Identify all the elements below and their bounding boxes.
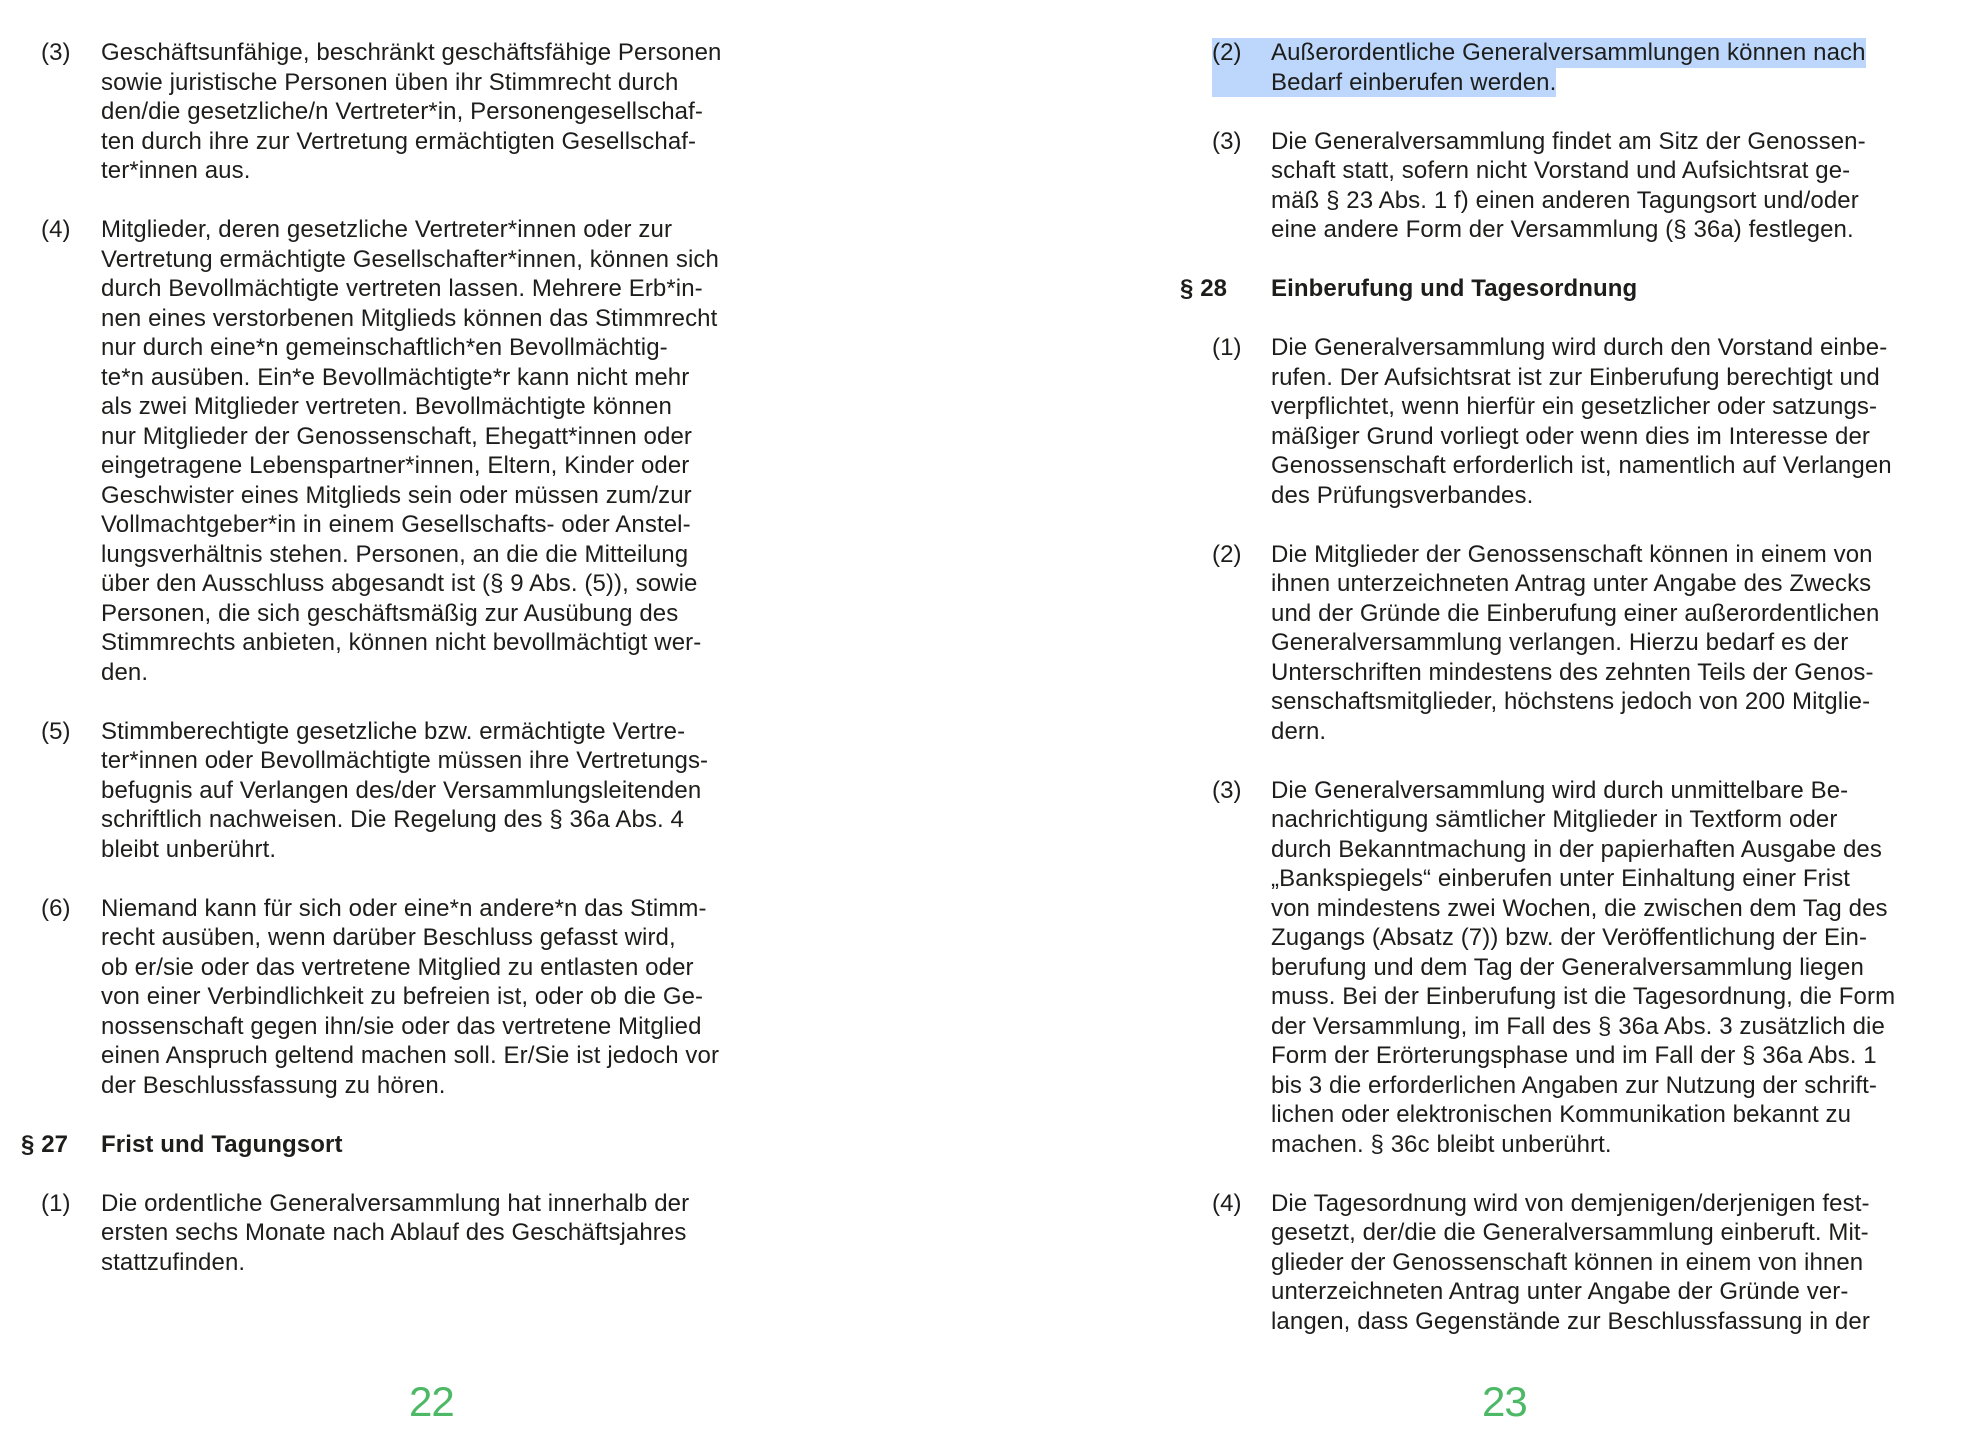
paragraph-number: (2) <box>1212 38 1271 97</box>
text-line: mäß § 23 Abs. 1 f) einen anderen Tagungsort und/oder <box>1271 186 1859 214</box>
paragraph-number: (6) <box>41 894 71 922</box>
paragraph-spacer <box>1180 1159 1980 1189</box>
paragraph-spacer <box>0 864 990 894</box>
paragraph-number: (4) <box>41 216 71 243</box>
text-line: machen. § 36c bleibt unberührt. <box>1271 1130 1612 1158</box>
text-line: eine andere Form der Versammlung (§ 36a) festlegen. <box>1271 216 1854 243</box>
paragraph[interactable] <box>0 1189 990 1278</box>
paragraph-text <box>1271 776 1895 1160</box>
text-line: Außerordentliche Generalversammlungen können nach <box>1271 39 1866 66</box>
text-line: verpflichtet, wenn hierfür ein gesetzlicher oder satzungs- <box>1271 393 1878 420</box>
paragraph-text <box>101 38 721 186</box>
text-line: Personen, die sich geschäftsmäßig zur Ausübung des <box>101 599 679 627</box>
text-line: befugnis auf Verlangen des/der Versammlungsleitenden <box>101 776 702 804</box>
text-line: Die Mitglieder der Genossenschaft können in einem von <box>1271 540 1873 568</box>
text-line: Genossenschaft erforderlich ist, namentlich auf Verlangen <box>1271 452 1892 479</box>
text-line: Die ordentliche Generalversammlung hat innerhalb der <box>101 1189 690 1217</box>
paragraph[interactable] <box>0 215 990 687</box>
section-title <box>101 1130 343 1160</box>
paragraph-number: (1) <box>1212 334 1242 361</box>
text-line: Stimmberechtigte gesetzliche bzw. ermächtigte Vertre- <box>101 717 686 745</box>
text-line: ter*innen aus. <box>101 157 251 184</box>
text-line: Die Generalversammlung wird durch unmittelbare Be- <box>1271 776 1849 804</box>
page-left <box>0 38 990 1277</box>
text-line: Bedarf einberufen werden. <box>1271 68 1557 96</box>
text-line: Die Generalversammlung wird durch den Vorstand einbe- <box>1271 334 1888 361</box>
paragraph[interactable] <box>1180 127 1980 245</box>
paragraph-text <box>101 717 708 865</box>
text-line: ersten sechs Monate nach Ablauf des Geschäftsjahres <box>101 1219 687 1246</box>
paragraph-number: (2) <box>1212 540 1242 568</box>
text-line: nur durch eine*n gemeinschaftlich*en Bevollmächtig- <box>101 334 668 361</box>
paragraph[interactable] <box>1180 1189 1980 1337</box>
paragraph[interactable] <box>0 38 990 186</box>
paragraph-text <box>1271 540 1879 747</box>
text-line: gesetzt, der/die die Generalversammlung einberuft. Mit- <box>1271 1219 1869 1246</box>
page-right <box>1180 38 1980 1336</box>
paragraph-spacer <box>0 1100 990 1130</box>
text-line: als zwei Mitglieder vertreten. Bevollmächtigte können <box>101 393 672 420</box>
text-line: Vollmachtgeber*in in einem Gesellschafts- oder Anstel- <box>101 511 691 538</box>
text-line: ob er/sie oder das vertretene Mitglied zu entlasten oder <box>101 953 694 981</box>
section-heading[interactable] <box>1180 274 1980 304</box>
text-line: nachrichtigung sämtlicher Mitglieder in Textform oder <box>1271 806 1838 833</box>
paragraph-text <box>1271 1189 1870 1337</box>
text-line: muss. Bei der Einberufung ist die Tagesordnung, die Form <box>1271 983 1896 1010</box>
text-line: glieder der Genossenschaft können in einem von ihnen <box>1271 1248 1864 1276</box>
text-line: „Bankspiegels“ einberufen unter Einhaltung einer Frist <box>1271 865 1851 892</box>
section-number: § 27 <box>21 1130 69 1158</box>
text-line: des Prüfungsverbandes. <box>1271 481 1534 509</box>
paragraph-spacer <box>0 186 990 216</box>
text-line: nur Mitglieder der Genossenschaft, Ehegatt*innen oder <box>101 422 692 450</box>
text-line: über den Ausschluss abgesandt ist (§ 9 Abs. (5)), sowie <box>101 570 698 597</box>
paragraph-number: (3) <box>41 39 71 66</box>
paragraph-number: (4) <box>1212 1189 1242 1217</box>
text-line: Generalversammlung verlangen. Hierzu bedarf es der <box>1271 629 1849 656</box>
text-line: der Beschlussfassung zu hören. <box>101 1071 446 1099</box>
text-line: schriftlich nachweisen. Die Regelung des § 36a Abs. 4 <box>101 806 684 833</box>
text-line: Mitglieder, deren gesetzliche Vertreter*innen oder zur <box>101 216 673 243</box>
paragraph-number: (3) <box>1212 776 1242 804</box>
text-line: ten durch ihre zur Vertretung ermächtigten Gesellschaf- <box>101 127 697 155</box>
text-line: sowie juristische Personen üben ihr Stimmrecht durch <box>101 68 679 96</box>
text-line: stattzufinden. <box>101 1248 246 1276</box>
text-line: durch Bekanntmachung in der papierhaften Ausgabe des <box>1271 835 1882 863</box>
text-line: nossenschaft gegen ihn/sie oder das vertretene Mitglied <box>101 1012 702 1040</box>
text-line: ter*innen oder Bevollmächtigte müssen ihre Vertretungs- <box>101 747 709 774</box>
text-line: dern. <box>1271 717 1327 745</box>
text-line: Die Generalversammlung findet am Sitz der Genossen- <box>1271 127 1866 155</box>
text-line: senschaftsmitglieder, höchstens jedoch von 200 Mitglie- <box>1271 688 1871 715</box>
page-number: 22 <box>409 1378 454 1425</box>
text-line: lungsverhältnis stehen. Personen, an die die Mitteilung <box>101 540 689 568</box>
text-line: mäßiger Grund vorliegt oder wenn dies im Interesse der <box>1271 422 1871 450</box>
paragraph-spacer <box>1180 245 1980 275</box>
text-line: langen, dass Gegenstände zur Beschlussfassung in der <box>1271 1307 1870 1335</box>
paragraph-text <box>1271 333 1892 510</box>
paragraph-spacer <box>1180 304 1980 334</box>
text-line: bleibt unberührt. <box>101 835 277 863</box>
selected-paragraph[interactable] <box>1180 38 1980 97</box>
text-line: bis 3 die erforderlichen Angaben zur Nutzung der schrift- <box>1271 1071 1878 1099</box>
text-line: eingetragene Lebenspartner*innen, Eltern, Kinder oder <box>101 452 690 479</box>
paragraph-number: (5) <box>41 717 71 745</box>
text-line: und der Gründe die Einberufung einer außerordentlichen <box>1271 599 1880 627</box>
text-line: durch Bevollmächtigte vertreten lassen. Mehrere Erb*in- <box>101 275 703 302</box>
paragraph-spacer <box>1180 97 1980 127</box>
paragraph-spacer <box>1180 510 1980 540</box>
text-line: Einberufung und Tagesordnung <box>1271 275 1638 302</box>
paragraph-text <box>101 215 719 687</box>
text-line: schaft statt, sofern nicht Vorstand und Aufsichtsrat ge- <box>1271 157 1851 184</box>
paragraph[interactable] <box>0 717 990 865</box>
text-line: Vertretung ermächtigte Gesellschafter*innen, können sich <box>101 245 719 273</box>
text-line: Stimmrechts anbieten, können nicht bevollmächtigt wer- <box>101 629 702 656</box>
text-line: te*n ausüben. Ein*e Bevollmächtigte*r kann nicht mehr <box>101 363 690 391</box>
paragraph-text <box>1271 127 1866 245</box>
paragraph-spacer <box>0 1159 990 1189</box>
paragraph-text <box>1271 38 1866 97</box>
text-line: Niemand kann für sich oder eine*n andere*n das Stimm- <box>101 894 707 922</box>
text-line: Form der Erörterungsphase und im Fall der § 36a Abs. 1 <box>1271 1042 1877 1069</box>
text-line: den/die gesetzliche/n Vertreter*in, Personengesellschaf- <box>101 98 703 125</box>
text-line: der Versammlung, im Fall des § 36a Abs. 3 zusätzlich die <box>1271 1012 1885 1040</box>
text-line: rufen. Der Aufsichtsrat ist zur Einberufung berechtigt und <box>1271 363 1880 391</box>
section-title <box>1271 274 1637 304</box>
text-line: unterzeichneten Antrag unter Angabe der Gründe ver- <box>1271 1278 1849 1305</box>
paragraph-spacer <box>0 687 990 717</box>
paragraph[interactable] <box>1180 540 1980 747</box>
paragraph-spacer <box>1180 746 1980 776</box>
text-line: recht ausüben, wenn darüber Beschluss gefasst wird, <box>101 924 676 951</box>
text-line: Zugangs (Absatz (7)) bzw. der Veröffentlichung der Ein- <box>1271 924 1868 951</box>
text-line: Die Tagesordnung wird von demjenigen/derjenigen fest- <box>1271 1189 1870 1217</box>
paragraph-number: (3) <box>1212 127 1242 155</box>
section-number: § 28 <box>1180 275 1228 302</box>
text-line: Geschwister eines Mitglieds sein oder müssen zum/zur <box>101 481 692 509</box>
text-line: Geschäftsunfähige, beschränkt geschäftsfähige Personen <box>101 39 722 66</box>
text-line: nen eines verstorbenen Mitglieds können das Stimmrecht <box>101 304 718 332</box>
text-line: von mindestens zwei Wochen, die zwischen dem Tag des <box>1271 894 1888 922</box>
text-line: lichen oder elektronischen Kommunikation bekannt zu <box>1271 1101 1852 1128</box>
section-heading[interactable] <box>0 1130 990 1160</box>
paragraph-number: (1) <box>41 1189 71 1217</box>
text-line: Frist und Tagungsort <box>101 1130 343 1158</box>
paragraph-text <box>101 894 719 1101</box>
text-line: Unterschriften mindestens des zehnten Teils der Genos- <box>1271 658 1874 686</box>
text-line: ihnen unterzeichneten Antrag unter Angabe des Zwecks <box>1271 570 1872 597</box>
text-line: von einer Verbindlichkeit zu befreien ist, oder ob die Ge- <box>101 983 704 1010</box>
text-line: einen Anspruch geltend machen soll. Er/Sie ist jedoch vor <box>101 1042 720 1069</box>
page-number: 23 <box>1482 1378 1527 1425</box>
paragraph[interactable] <box>1180 333 1980 510</box>
paragraph-text <box>101 1189 689 1278</box>
paragraph[interactable] <box>1180 776 1980 1160</box>
text-line: berufung und dem Tag der Generalversammlung liegen <box>1271 953 1864 981</box>
text-line: den. <box>101 658 149 686</box>
paragraph[interactable] <box>0 894 990 1101</box>
